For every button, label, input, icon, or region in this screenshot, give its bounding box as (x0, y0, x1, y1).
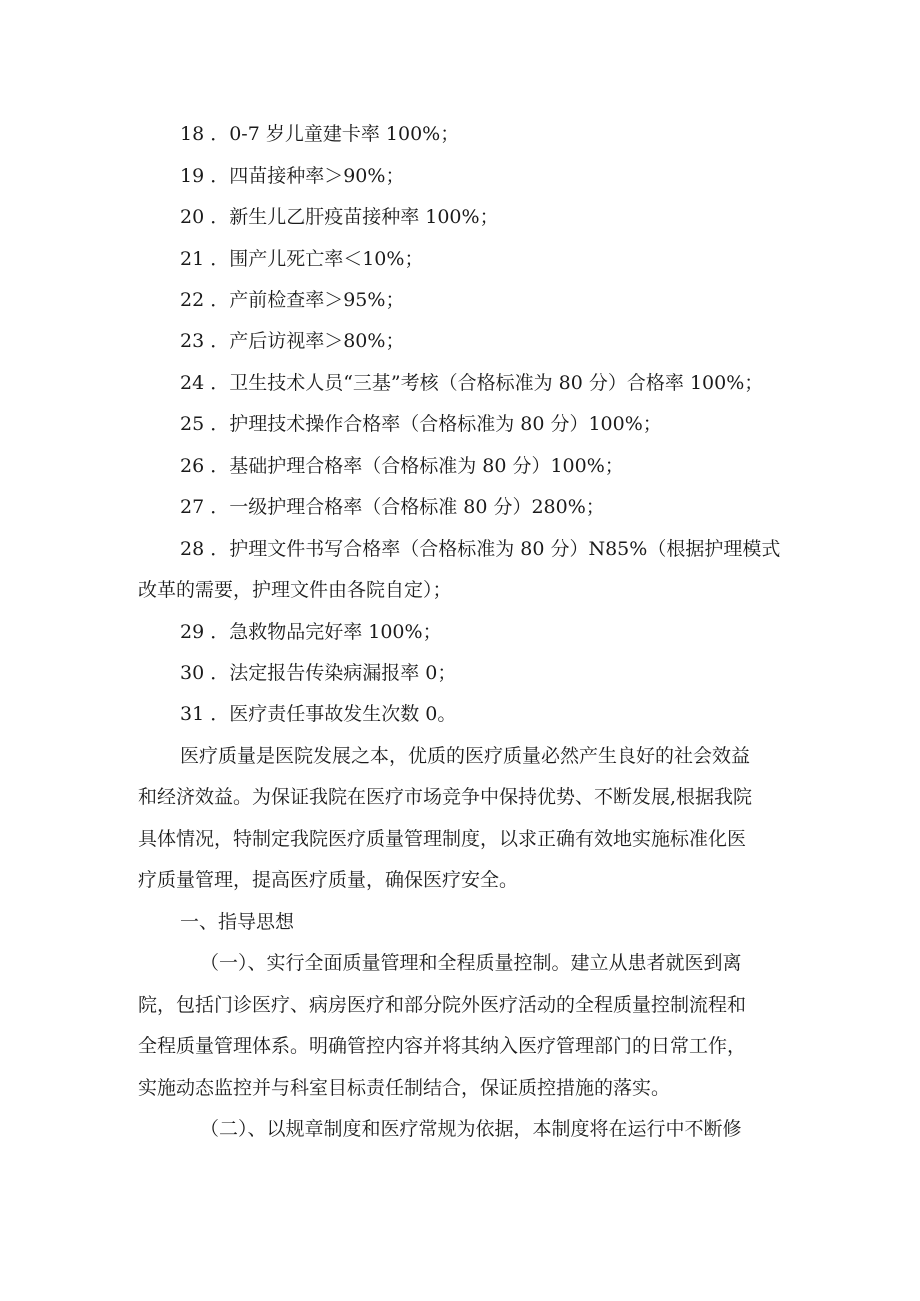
list-item-29: 29 ．急救物品完好率 100%； (180, 621, 442, 643)
list-item-19: 19 ．四苗接种率＞90%； (180, 165, 405, 187)
list-item-26: 26 ．基础护理合格率（合格标准为 80 分）100%； (180, 455, 624, 477)
intro-paragraph-line: 医疗质量是医院发展之本，优质的医疗质量必然产生良好的社会效益 (180, 745, 751, 767)
section-heading-guiding-principles: 一、指导思想 (180, 911, 295, 933)
section1-paragraph2-line: （二）、以规章制度和医疗常规为依据，本制度将在运行中不断修 (200, 1118, 742, 1140)
list-item-28: 28 ．护理文件书写合格率（合格标准为 80 分）N85%（根据护理模式 (180, 538, 781, 560)
section1-paragraph1-line: 全程质量管理体系。明确管控内容并将其纳入医疗管理部门的日常工作， (138, 1035, 747, 1057)
list-item-21: 21 ．围产儿死亡率＜10%； (180, 248, 424, 270)
section1-paragraph1-line: （一）、实行全面质量管理和全程质量控制。建立从患者就医到离 (200, 952, 742, 974)
section1-paragraph1-line: 院，包括门诊医疗、病房医疗和部分院外医疗活动的全程质量控制流程和 (138, 994, 747, 1016)
list-item-30: 30 ．法定报告传染病漏报率 0； (180, 662, 457, 684)
list-item-23: 23 ．产后访视率＞80%； (180, 330, 405, 352)
list-item-24: 24 ．卫生技术人员“三基”考核（合格标准为 80 分）合格率 100%； (180, 372, 764, 394)
section1-paragraph1-line: 实施动态监控并与科室目标责任制结合，保证质控措施的落实。 (138, 1077, 671, 1099)
list-item-18: 18 ．0-7 岁儿童建卡率 100%； (180, 123, 460, 145)
intro-paragraph-line: 具体情况，特制定我院医疗质量管理制度，以求正确有效地实施标准化医 (138, 828, 747, 850)
intro-paragraph-line: 和经济效益。为保证我院在医疗市场竞争中保持优势、不断发展,根据我院 (138, 786, 753, 808)
list-item-28-continued: 改革的需要，护理文件由各院自定）； (138, 579, 452, 601)
list-item-20: 20 ．新生儿乙肝疫苗接种率 100%； (180, 206, 499, 228)
list-item-31: 31 ．医疗责任事故发生次数 0。 (180, 703, 457, 725)
list-item-27: 27 ．一级护理合格率（合格标准 80 分）280%； (180, 496, 605, 518)
intro-paragraph-line: 疗质量管理，提高医疗质量，确保医疗安全。 (138, 869, 519, 891)
list-item-25: 25 ．护理技术操作合格率（合格标准为 80 分）100%； (180, 413, 662, 435)
list-item-22: 22 ．产前检查率＞95%； (180, 289, 405, 311)
